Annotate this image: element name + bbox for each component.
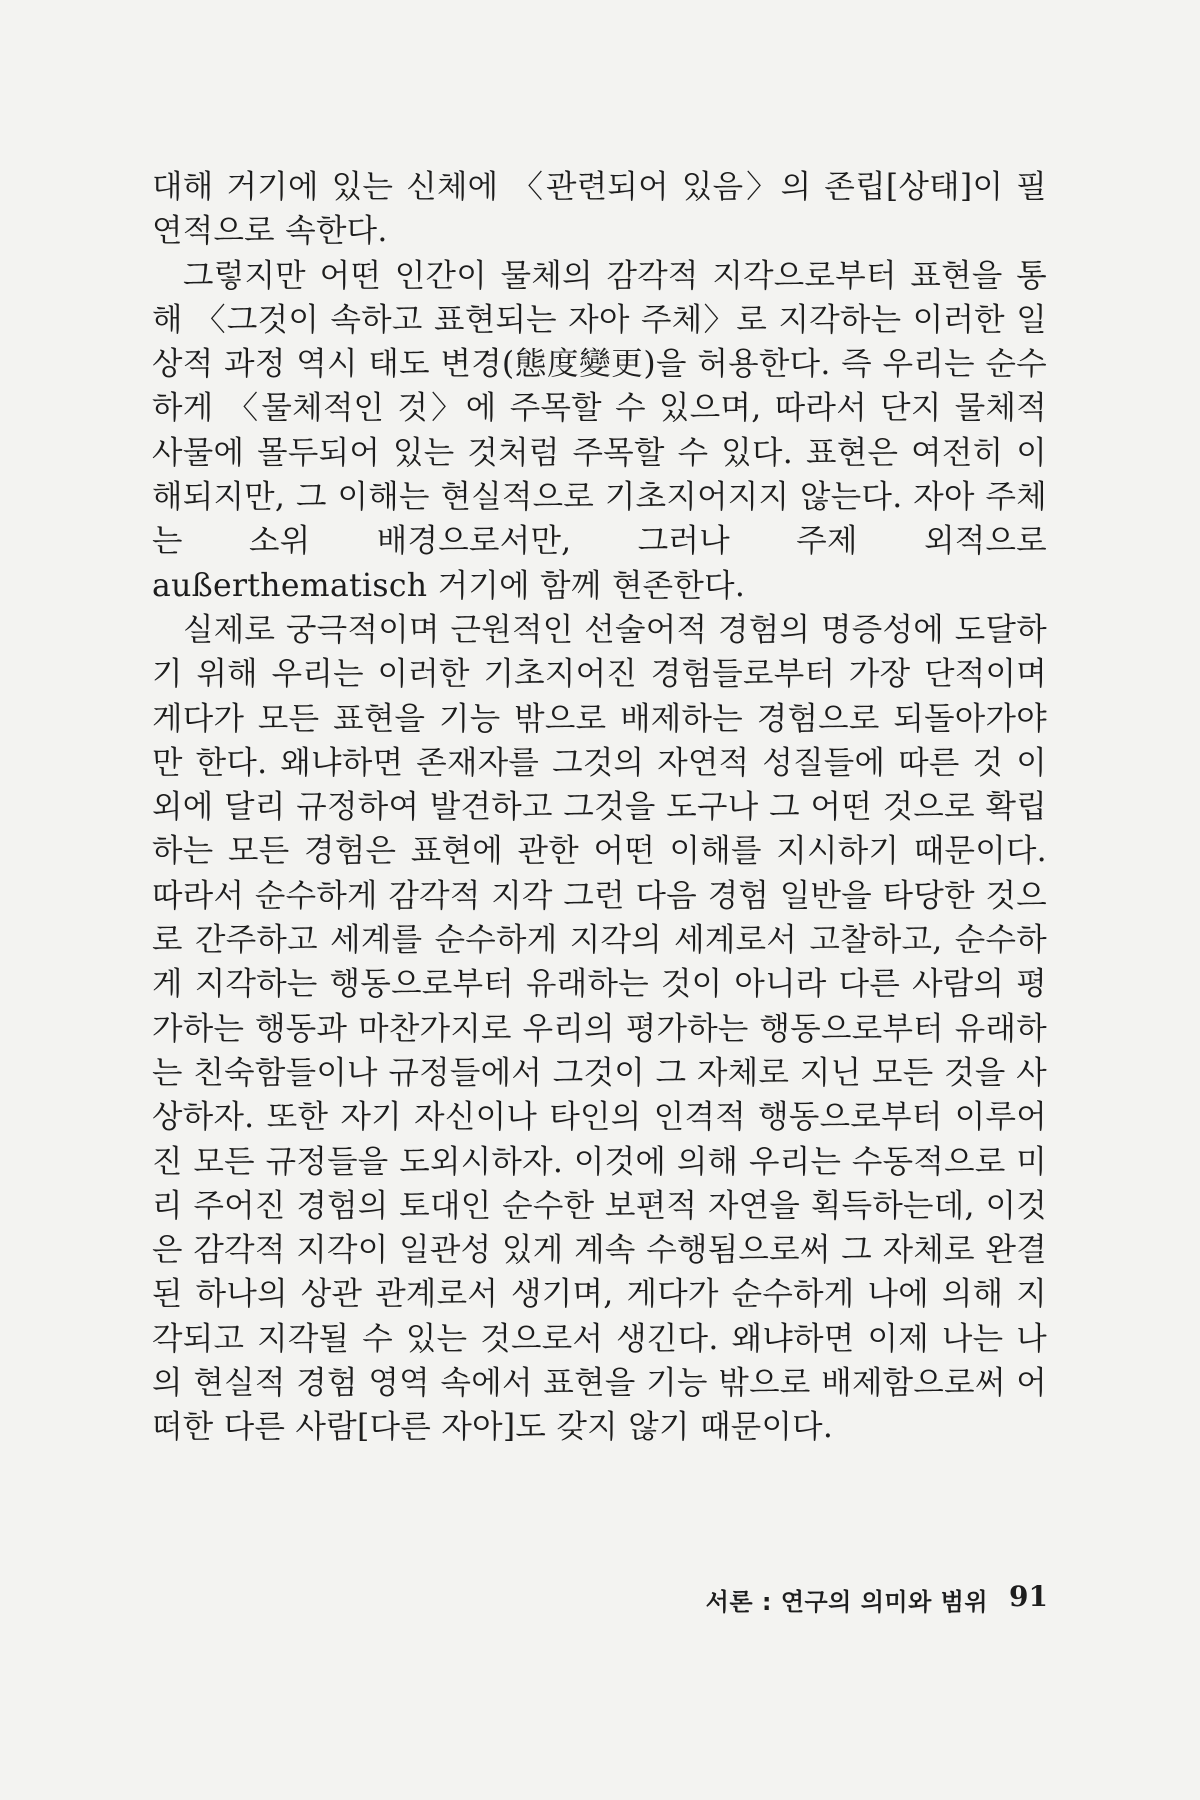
body-text: [152, 165, 1047, 1450]
paragraph-1: 대해 거기에 있는 신체에 〈관련되어 있음〉의 존립[상태]이 필연적으로 속한다.: [152, 169, 1047, 250]
paragraph-2: 그렇지만 어떤 인간이 물체의 감각적 지각으로부터 표현을 통해 〈그것이 속하고 표현되는 자아 주체〉로 지각하는 이러한 일상적 과정 역시 태도 변경(態度變更)을 허용한다. 즉 우리는 순수하게 〈물체적인 것〉에 주목할 수 있으며, 따라서 단지 물체적 사물에 몰두되어 있는 것처럼 주목할 수 있다. 표현은 여전히 이해되지만, 그 이해는 현실적으로 기초지어지지 않는다. 자아 주체는 소위 배경으로서만, 그러나 주제 외적으로 außerthematisch 거기에 함께 현존한다.: [152, 257, 1047, 604]
paragraph-3: 실제로 궁극적이며 근원적인 선술어적 경험의 명증성에 도달하기 위해 우리는 이러한 기초지어진 경험들로부터 가장 단적이며 게다가 모든 표현을 기능 밖으로 배제하는 경험으로 되돌아가야만 한다. 왜냐하면 존재자를 그것의 자연적 성질들에 따른 것 이외에 달리 규정하여 발견하고 그것을 도구나 그 어떤 것으로 확립하는 모든 경험은 표현에 관한 어떤 이해를 지시하기 때문이다. 따라서 순수하게 감각적 지각 그런 다음 경험 일반을 타당한 것으로 간주하고 세계를 순수하게 지각의 세계로서 고찰하고, 순수하게 지각하는 행동으로부터 유래하는 것이 아니라 다른 사람의 평가하는 행동과 마찬가지로 우리의 평가하는 행동으로부터 유래하는 친숙함들이나 규정들에서 그것이 그 자체로 지닌 모든 것을 사상하자. 또한 자기 자신이나 타인의 인격적 행동으로부터 이루어진 모든 규정들을 도외시하자. 이것에 의해 우리는 수동적으로 미리 주어진 경험의 토대인 순수한 보편적 자연을 획득하는데, 이것은 감각적 지각이 일관성 있게 계속 수행됨으로써 그 자체로 완결된 하나의 상관 관계로서 생기며, 게다가 순수하게 나에 의해 지각되고 지각될 수 있는 것으로서 생긴다. 왜냐하면 이제 나는 나의 현실적 경험 영역 속에서 표현을 기능 밖으로 배제함으로써 어떠한 다른 사람[다른 자아]도 갖지 않기 때문이다.: [152, 611, 1047, 1446]
page-footer: [0, 1582, 1200, 1622]
running-head: 서론 : 연구의 의미와 범위: [705, 1588, 988, 1616]
page-number: 91: [1009, 1580, 1048, 1613]
